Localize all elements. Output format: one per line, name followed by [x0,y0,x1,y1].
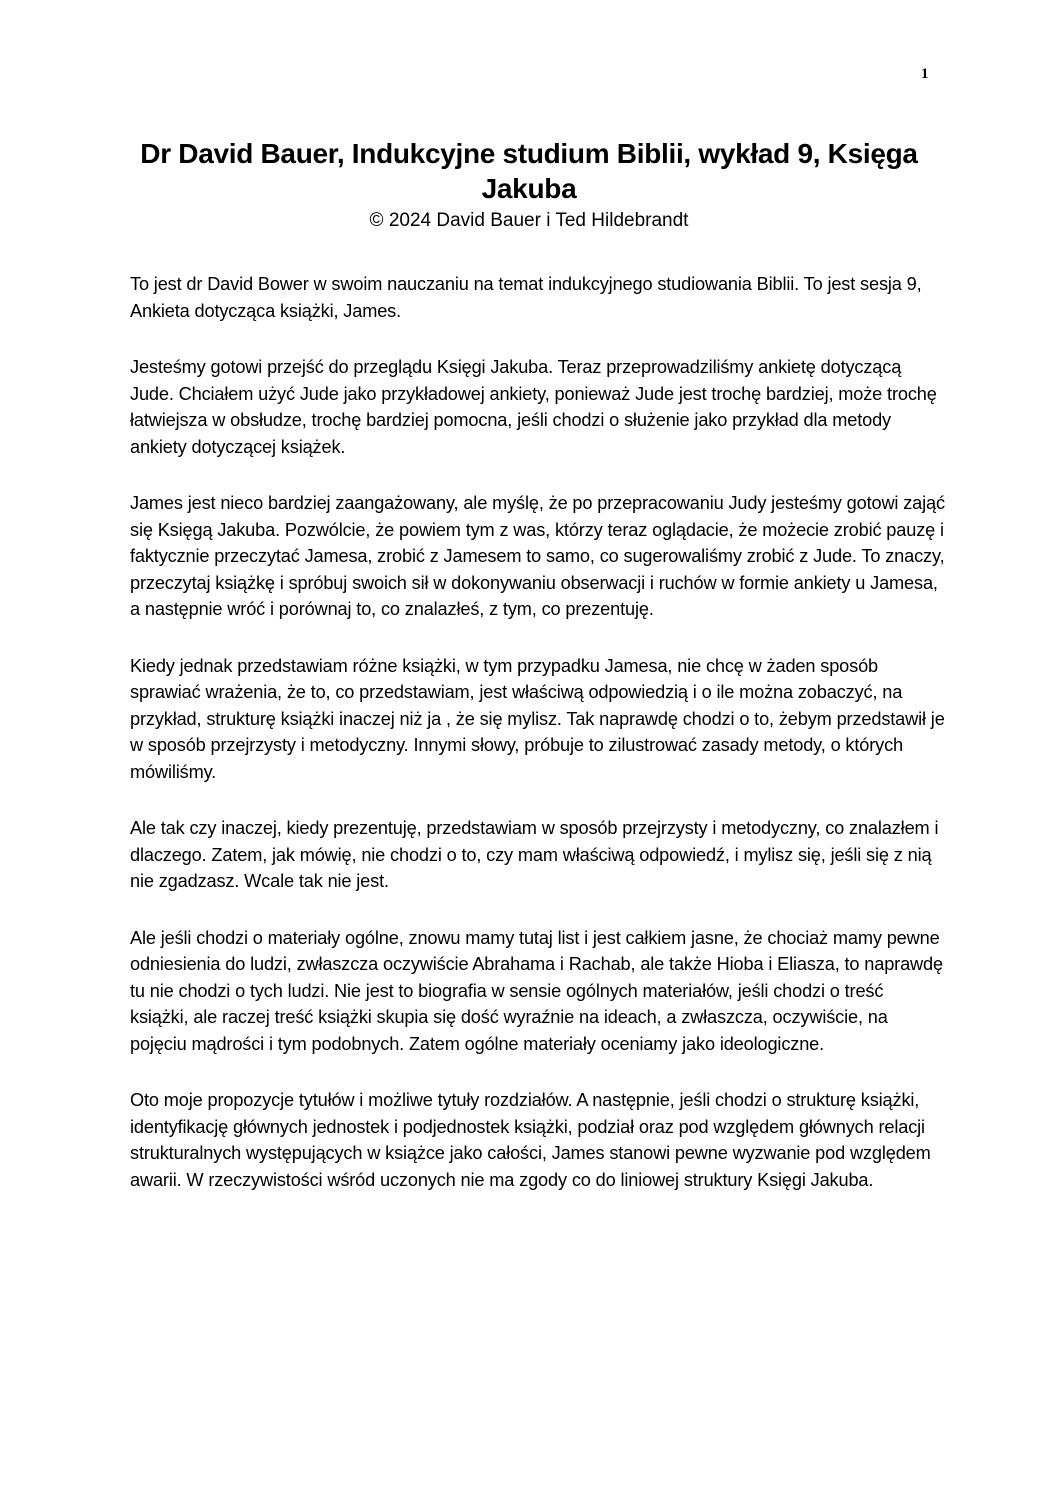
document-body [130,271,945,1223]
paragraph-5: Ale tak czy inaczej, kiedy prezentuję, przedstawiam w sposób przejrzysty i metodyczny, co znalazłem i dlaczego. Zatem, jak mówię, nie chodzi o to, czy mam właściwą odpowiedź, i mylisz się, jeśli się z nią nie zgadzasz. Wcale tak nie jest. [130,818,939,891]
paragraph-3: James jest nieco bardziej zaangażowany, ale myślę, że po przepracowaniu Judy jesteśmy gotowi zająć się Księgą Jakuba. Pozwólcie, że powiem tym z was, którzy teraz oglądacie, że możecie zrobić pauzę i faktycznie przeczytać Jamesa, zrobić z Jamesem to samo, co sugerowaliśmy zrobić z Jude. To znaczy, przeczytaj książkę i spróbuj swoich sił w dokonywaniu obserwacji i ruchów w formie ankiety u Jamesa, a następnie wróć i porównaj to, co znalazłeś, z tym, co prezentuję. [130,493,945,619]
paragraph-1: To jest dr David Bower w swoim nauczaniu na temat indukcyjnego studiowania Biblii. To jest sesja 9, Ankieta dotycząca książki, James. [130,274,922,321]
copyright-line: © 2024 David Bauer i Ted Hildebrandt [369,210,689,231]
paragraph-4: Kiedy jednak przedstawiam różne książki, w tym przypadku Jamesa, nie chcę w żaden sposób sprawiać wrażenia, że to, co przedstawiam, jest właściwą odpowiedzią i o ile można zobaczyć, na przykład, strukturę książki inaczej niż ja , że się mylisz. Tak naprawdę chodzi o to, żebym przedstawił je w sposób przejrzysty i metodyczny. Innymi słowy, próbuje to zilustrować zasady metody, o których mówiliśmy. [130,655,945,782]
paragraph-2: Jesteśmy gotowi przejść do przeglądu Księgi Jakuba. Teraz przeprowadziliśmy ankietę dotyczącą Jude. Chciałem użyć Jude jako przykładowej ankiety, ponieważ Jude jest trochę bardziej, może trochę łatwiejsza w obsłudze, trochę bardziej pomocna, jeśli chodzi o służenie jako przykład dla metody ankiety dotyczącej książek. [130,357,937,457]
paragraph-7: Oto moje propozycje tytułów i możliwe tytuły rozdziałów. A następnie, jeśli chodzi o strukturę książki, identyfikację głównych jednostek i podjednostek książki, podział oraz pod względem głównych relacji strukturalnych występujących w książce jako całości, James stanowi pewne wyzwanie pod względem awarii. W rzeczywistości wśród uczonych nie ma zgody co do liniowej struktury Księgi Jakuba. [130,1090,931,1190]
page-number: 1 [921,66,929,82]
paragraph-6: Ale jeśli chodzi o materiały ogólne, znowu mamy tutaj list i jest całkiem jasne, że chociaż mamy pewne odniesienia do ludzi, zwłaszcza oczywiście Abrahama i Rachab, ale także Hioba i Eliasza, to naprawdę tu nie chodzi o tych ludzi. Nie jest to biografia w sensie ogólnych materiałów, jeśli chodzi o treść książki, ale raczej treść książki skupia się dość wyraźnie na ideach, a zwłaszcza, oczywiście, na pojęciu mądrości i tym podobnych. Zatem ogólne materiały oceniamy jako ideologiczne. [130,927,943,1054]
document-title: Dr David Bauer, Indukcyjne studium Biblii, wykład 9, Księga Jakuba [140,138,918,204]
title-block [90,136,968,234]
